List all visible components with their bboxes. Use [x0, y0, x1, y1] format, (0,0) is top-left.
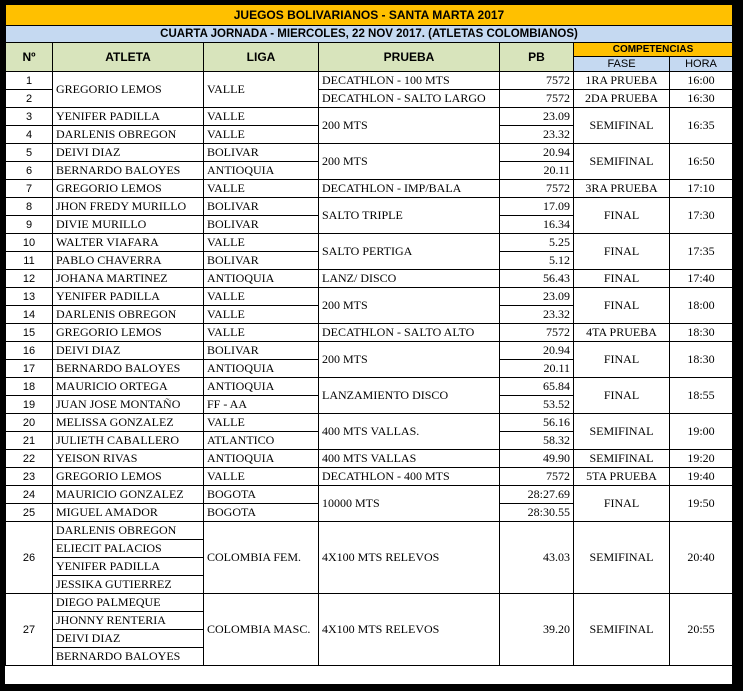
row-number: 18 [6, 378, 53, 396]
league: BOLIVAR [204, 216, 319, 234]
athlete-name: MAURICIO GONZALEZ [53, 486, 204, 504]
athlete-name: YENIFER PADILLA [53, 108, 204, 126]
event: SALTO TRIPLE [319, 198, 500, 234]
athlete-name: GREGORIO LEMOS [53, 324, 204, 342]
row-number: 23 [6, 468, 53, 486]
athlete-name: JHON FREDY MURILLO [53, 198, 204, 216]
row-number: 7 [6, 180, 53, 198]
row-number: 16 [6, 342, 53, 360]
time: 20:55 [670, 594, 733, 666]
time: 18:00 [670, 288, 733, 324]
league: ANTIOQUIA [204, 270, 319, 288]
table-row [6, 378, 733, 396]
personal-best: 23.32 [500, 306, 574, 324]
time: 19:20 [670, 450, 733, 468]
league: COLOMBIA FEM. [204, 522, 319, 594]
time: 16:30 [670, 90, 733, 108]
personal-best: 20.94 [500, 342, 574, 360]
time: 17:35 [670, 234, 733, 270]
table-row [6, 198, 733, 216]
phase: SEMIFINAL [574, 108, 670, 144]
phase: FINAL [574, 234, 670, 270]
league: BOGOTA [204, 486, 319, 504]
row-number: 25 [6, 504, 53, 522]
phase: SEMIFINAL [574, 594, 670, 666]
athlete-name: DIVIE MURILLO [53, 216, 204, 234]
time: 19:50 [670, 486, 733, 522]
event: DECATHLON - 100 MTS [319, 72, 500, 90]
athlete-name: YEISON RIVAS [53, 450, 204, 468]
table-row [6, 414, 733, 432]
league: VALLE [204, 414, 319, 432]
row-number: 21 [6, 432, 53, 450]
table-row [6, 180, 733, 198]
row-number: 4 [6, 126, 53, 144]
header-event: PRUEBA [319, 43, 500, 72]
league: VALLE [204, 306, 319, 324]
athlete-name: BERNARDO BALOYES [53, 360, 204, 378]
row-number: 12 [6, 270, 53, 288]
phase: 1RA PRUEBA [574, 72, 670, 90]
league: BOLIVAR [204, 252, 319, 270]
athlete-name: WALTER VIAFARA [53, 234, 204, 252]
athlete-name: ELIECIT PALACIOS [53, 540, 204, 558]
row-number: 26 [6, 522, 53, 594]
time: 19:00 [670, 414, 733, 450]
event: DECATHLON - SALTO ALTO [319, 324, 500, 342]
athlete-name: MIGUEL AMADOR [53, 504, 204, 522]
personal-best: 28:30.55 [500, 504, 574, 522]
athlete-name: PABLO CHAVERRA [53, 252, 204, 270]
phase: FINAL [574, 378, 670, 414]
header-athlete: ATLETA [53, 43, 204, 72]
athlete-name: JUAN JOSE MONTAÑO [53, 396, 204, 414]
table-row [6, 594, 733, 612]
table-row [6, 270, 733, 288]
athlete-name: YENIFER PADILLA [53, 288, 204, 306]
phase: SEMIFINAL [574, 450, 670, 468]
event: 400 MTS VALLAS. [319, 414, 500, 450]
athlete-name: GREGORIO LEMOS [53, 180, 204, 198]
league: VALLE [204, 108, 319, 126]
time: 17:40 [670, 270, 733, 288]
personal-best: 43.03 [500, 522, 574, 594]
event: 4X100 MTS RELEVOS [319, 594, 500, 666]
row-number: 22 [6, 450, 53, 468]
personal-best: 65.84 [500, 378, 574, 396]
table-row [6, 342, 733, 360]
event: 200 MTS [319, 288, 500, 324]
event: DECATHLON - 400 MTS [319, 468, 500, 486]
page-title: JUEGOS BOLIVARIANOS - SANTA MARTA 2017 [6, 5, 733, 26]
athlete-name: MAURICIO ORTEGA [53, 378, 204, 396]
league: ANTIOQUIA [204, 450, 319, 468]
league: BOLIVAR [204, 342, 319, 360]
athlete-name: JESSIKA GUTIERREZ [53, 576, 204, 594]
table-row [6, 486, 733, 504]
schedule-table [5, 4, 732, 666]
table-row [6, 108, 733, 126]
personal-best: 7572 [500, 72, 574, 90]
personal-best: 5.25 [500, 234, 574, 252]
athlete-name: DARLENIS OBREGON [53, 126, 204, 144]
row-number: 1 [6, 72, 53, 90]
row-number: 5 [6, 144, 53, 162]
event: 10000 MTS [319, 486, 500, 522]
athlete-name: BERNARDO BALOYES [53, 162, 204, 180]
personal-best: 7572 [500, 468, 574, 486]
row-number: 27 [6, 594, 53, 666]
phase: SEMIFINAL [574, 522, 670, 594]
league: BOGOTA [204, 504, 319, 522]
row-number: 17 [6, 360, 53, 378]
athlete-name: DARLENIS OBREGON [53, 522, 204, 540]
row-number: 9 [6, 216, 53, 234]
event: 200 MTS [319, 108, 500, 144]
athlete-name: DEIVI DIAZ [53, 144, 204, 162]
event: 200 MTS [319, 144, 500, 180]
athlete-name: MELISSA GONZALEZ [53, 414, 204, 432]
header-pb: PB [500, 43, 574, 72]
personal-best: 20.94 [500, 144, 574, 162]
athlete-name: DEIVI DIAZ [53, 342, 204, 360]
event: LANZ/ DISCO [319, 270, 500, 288]
table-row [6, 324, 733, 342]
league: BOLIVAR [204, 144, 319, 162]
phase: FINAL [574, 288, 670, 324]
personal-best: 49.90 [500, 450, 574, 468]
phase: 5TA PRUEBA [574, 468, 670, 486]
personal-best: 20.11 [500, 360, 574, 378]
time: 19:40 [670, 468, 733, 486]
phase: 4TA PRUEBA [574, 324, 670, 342]
schedule-sheet [5, 4, 732, 684]
athlete-name: JHONNY RENTERIA [53, 612, 204, 630]
league: COLOMBIA MASC. [204, 594, 319, 666]
league: BOLIVAR [204, 198, 319, 216]
league: FF - AA [204, 396, 319, 414]
athlete-name: JULIETH CABALLERO [53, 432, 204, 450]
table-row [6, 522, 733, 540]
table-row [6, 234, 733, 252]
league: VALLE [204, 288, 319, 306]
time: 17:30 [670, 198, 733, 234]
personal-best: 56.16 [500, 414, 574, 432]
personal-best: 5.12 [500, 252, 574, 270]
personal-best: 17.09 [500, 198, 574, 216]
row-number: 2 [6, 90, 53, 108]
league: VALLE [204, 234, 319, 252]
personal-best: 23.32 [500, 126, 574, 144]
table-row [6, 144, 733, 162]
row-number: 15 [6, 324, 53, 342]
row-number: 6 [6, 162, 53, 180]
personal-best: 28:27.69 [500, 486, 574, 504]
row-number: 3 [6, 108, 53, 126]
league: VALLE [204, 126, 319, 144]
row-number: 14 [6, 306, 53, 324]
phase: 3RA PRUEBA [574, 180, 670, 198]
athlete-name: GREGORIO LEMOS [53, 72, 204, 108]
row-number: 19 [6, 396, 53, 414]
league: VALLE [204, 180, 319, 198]
time: 16:35 [670, 108, 733, 144]
table-row [6, 468, 733, 486]
header-league: LIGA [204, 43, 319, 72]
phase: SEMIFINAL [574, 144, 670, 180]
personal-best: 58.32 [500, 432, 574, 450]
personal-best: 20.11 [500, 162, 574, 180]
phase: SEMIFINAL [574, 414, 670, 450]
table-row [6, 288, 733, 306]
personal-best: 39.20 [500, 594, 574, 666]
personal-best: 7572 [500, 90, 574, 108]
league: ANTIOQUIA [204, 378, 319, 396]
phase: 2DA PRUEBA [574, 90, 670, 108]
phase: FINAL [574, 198, 670, 234]
time: 18:55 [670, 378, 733, 414]
header-number: Nº [6, 43, 53, 72]
athlete-name: YENIFER PADILLA [53, 558, 204, 576]
event: DECATHLON - IMP/BALA [319, 180, 500, 198]
athlete-name: BERNARDO BALOYES [53, 648, 204, 666]
time: 20:40 [670, 522, 733, 594]
event: LANZAMIENTO DISCO [319, 378, 500, 414]
personal-best: 16.34 [500, 216, 574, 234]
time: 18:30 [670, 342, 733, 378]
table-row [6, 72, 733, 90]
event: SALTO PERTIGA [319, 234, 500, 270]
row-number: 24 [6, 486, 53, 504]
personal-best: 7572 [500, 180, 574, 198]
header-time: HORA [670, 57, 733, 72]
athlete-name: DIEGO PALMEQUE [53, 594, 204, 612]
table-row [6, 450, 733, 468]
time: 18:30 [670, 324, 733, 342]
phase: FINAL [574, 486, 670, 522]
athlete-name: DEIVI DIAZ [53, 630, 204, 648]
athlete-name: JOHANA MARTINEZ [53, 270, 204, 288]
row-number: 8 [6, 198, 53, 216]
league: ANTIOQUIA [204, 360, 319, 378]
league: VALLE [204, 324, 319, 342]
athlete-name: GREGORIO LEMOS [53, 468, 204, 486]
league: ATLANTICO [204, 432, 319, 450]
personal-best: 23.09 [500, 108, 574, 126]
league: VALLE [204, 72, 319, 108]
event: 200 MTS [319, 342, 500, 378]
personal-best: 7572 [500, 324, 574, 342]
time: 17:10 [670, 180, 733, 198]
header-phase: FASE [574, 57, 670, 72]
row-number: 10 [6, 234, 53, 252]
athlete-name: DARLENIS OBREGON [53, 306, 204, 324]
personal-best: 53.52 [500, 396, 574, 414]
league: ANTIOQUIA [204, 162, 319, 180]
phase: FINAL [574, 342, 670, 378]
row-number: 20 [6, 414, 53, 432]
header-competitions: COMPETENCIAS [574, 43, 733, 57]
phase: FINAL [574, 270, 670, 288]
event: 400 MTS VALLAS [319, 450, 500, 468]
event: 4X100 MTS RELEVOS [319, 522, 500, 594]
event: DECATHLON - SALTO LARGO [319, 90, 500, 108]
row-number: 11 [6, 252, 53, 270]
row-number: 13 [6, 288, 53, 306]
league: VALLE [204, 468, 319, 486]
personal-best: 56.43 [500, 270, 574, 288]
time: 16:50 [670, 144, 733, 180]
time: 16:00 [670, 72, 733, 90]
personal-best: 23.09 [500, 288, 574, 306]
page-subtitle: CUARTA JORNADA - MIERCOLES, 22 NOV 2017. (ATLETAS COLOMBIANOS) [6, 26, 733, 43]
